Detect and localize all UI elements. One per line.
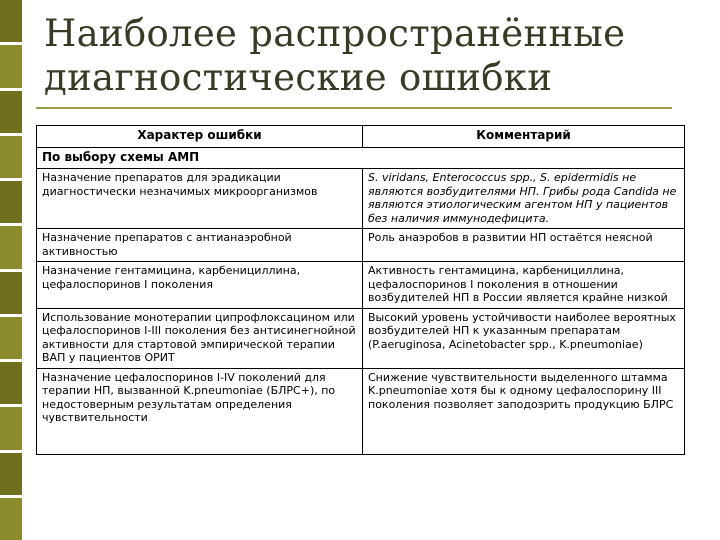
table-row bbox=[37, 229, 685, 262]
error-cell: Назначение препаратов для эрадикации диагностически незначимых микроорганизмов bbox=[37, 169, 363, 229]
comment-cell: Роль анаэробов в развитии НП остаётся неясной bbox=[363, 229, 685, 262]
header-comment: Комментарий bbox=[363, 126, 685, 148]
side-bar-segment bbox=[0, 226, 22, 268]
comment-cell: Высокий уровень устойчивости наиболее вероятных возбудителей НП к указанным препаратам (P.aeruginosa, Acinetobacter spp., K.pneumoniae) bbox=[363, 308, 685, 368]
error-cell: Назначение препаратов с антианаэробной активностью bbox=[37, 229, 363, 262]
comment-cell: Активность гентамицина, карбенициллина, цефалоспоринов I поколения в отношении возбудителей НП в России является крайне низкой bbox=[363, 262, 685, 309]
slide-title: Наиболее распространённые диагностические ошибки bbox=[44, 12, 626, 99]
decorative-side-bar bbox=[0, 0, 22, 540]
errors-table bbox=[36, 125, 685, 455]
error-cell: Использование монотерапии ципрофлоксацином или цефалоспоринов I-III поколения без антисинегнойной активности для стартовой эмпирической терапии ВАП у пациентов ОРИТ bbox=[37, 308, 363, 368]
side-bar-segment bbox=[0, 136, 22, 178]
side-bar-segment bbox=[0, 45, 22, 87]
table-row bbox=[37, 262, 685, 309]
error-cell: Назначение гентамицина, карбенициллина, цефалоспоринов I поколения bbox=[37, 262, 363, 309]
side-bar-segment bbox=[0, 453, 22, 495]
title-divider bbox=[36, 107, 672, 109]
side-bar-segment bbox=[0, 362, 22, 404]
errors-table-container bbox=[36, 125, 684, 455]
header-error-type: Характер ошибки bbox=[37, 126, 363, 148]
table-row bbox=[37, 368, 685, 454]
table-row bbox=[37, 308, 685, 368]
error-cell: Назначение цефалоспоринов I-IV поколений для терапии НП, вызванной K.pneumoniae (БЛРС+), по недостоверным результатам определения чувствительности bbox=[37, 368, 363, 454]
side-bar-segment bbox=[0, 498, 22, 540]
comment-cell-italic bbox=[363, 169, 685, 229]
table-section-row bbox=[37, 147, 685, 169]
side-bar-segment bbox=[0, 272, 22, 314]
section-label: По выбору схемы АМП bbox=[37, 147, 685, 169]
comment-text: S. viridans, Enterococcus spp., S. epidermidis не являются возбудителями НП. Грибы рода Candida не являются этиологическим агентом НП у пациентов без наличия иммунодефицита. bbox=[368, 171, 677, 225]
side-bar-segment bbox=[0, 181, 22, 223]
side-bar-segment bbox=[0, 317, 22, 359]
table-row bbox=[37, 169, 685, 229]
side-bar-segment bbox=[0, 407, 22, 449]
side-bar-segment bbox=[0, 91, 22, 133]
comment-cell: Снижение чувствительности выделенного штамма K.pneumoniae хотя бы к одному цефалоспорину III поколения позволяет заподозрить продукцию БЛРС bbox=[363, 368, 685, 454]
side-bar-segment bbox=[0, 0, 22, 42]
table-header-row bbox=[37, 126, 685, 148]
